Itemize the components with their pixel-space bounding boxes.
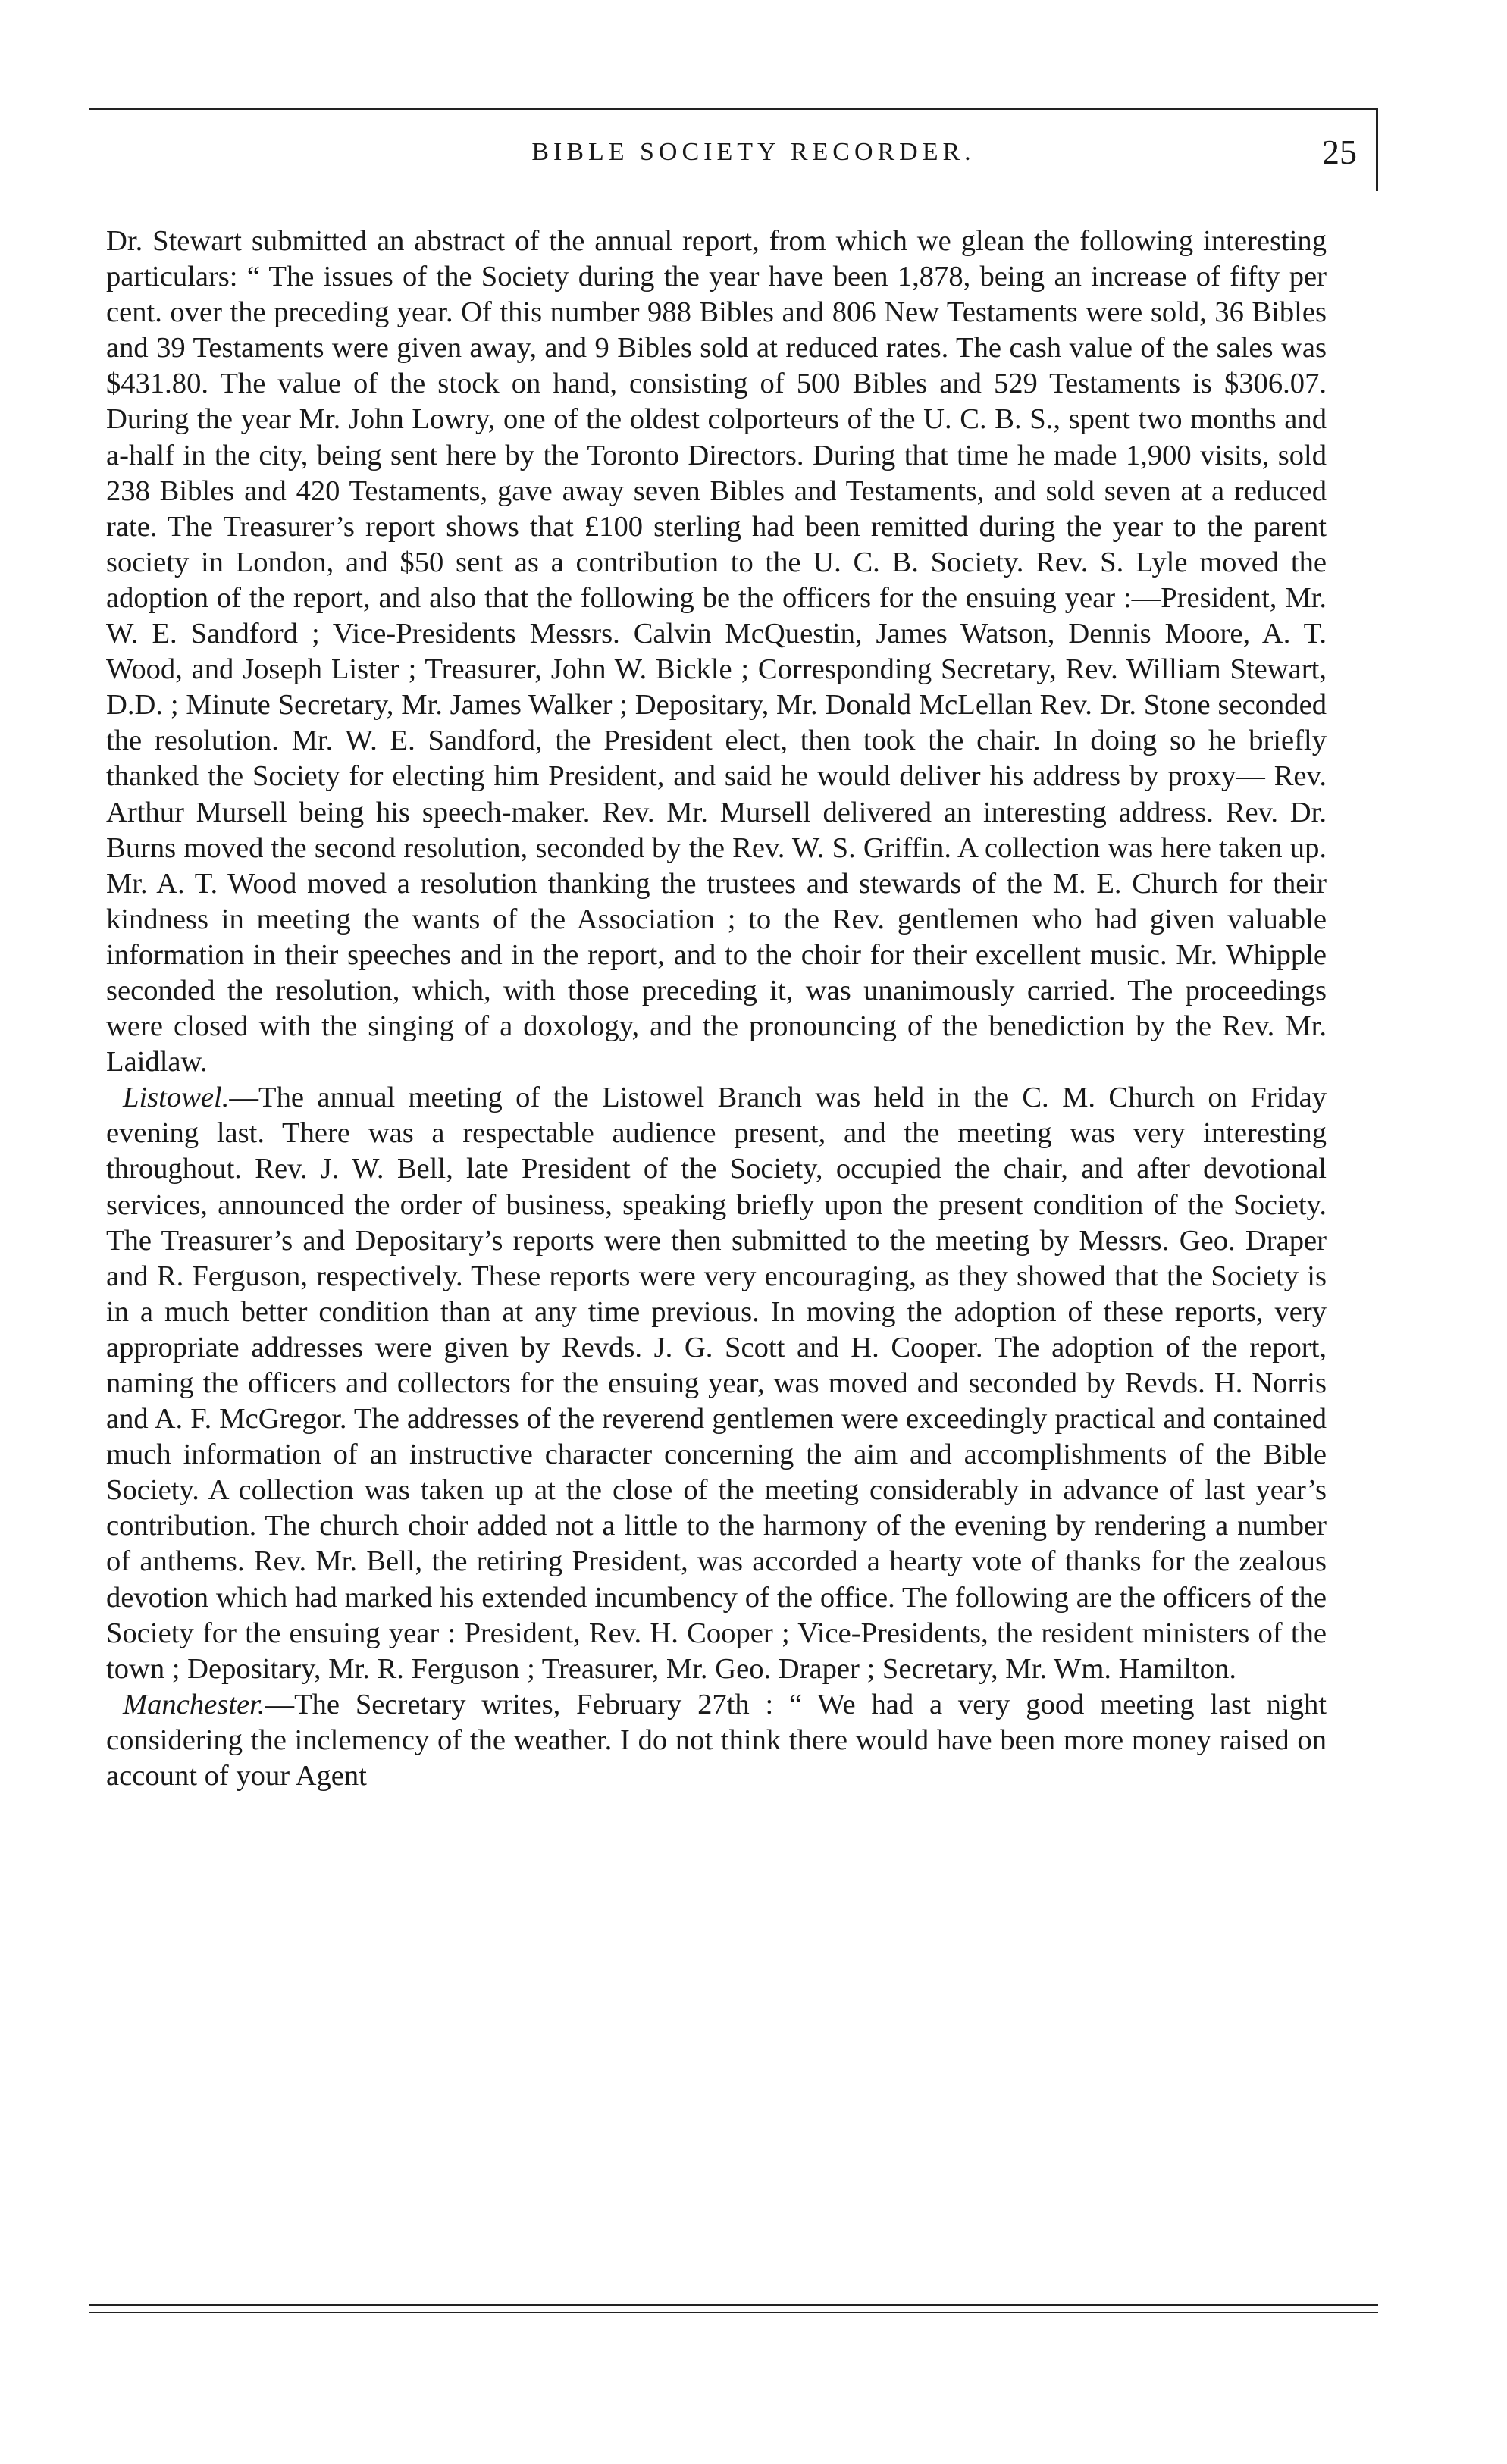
bottom-rule <box>89 2304 1378 2306</box>
paragraph-annual-report <box>106 224 1327 1080</box>
paragraph-manchester <box>106 1687 1327 1794</box>
top-rule <box>89 108 1378 110</box>
paragraph-body: —The Secretary writes, February 27th : “ We had a very good meeting last night considering the inclemency of the weather. I do not think there would have been more money raised on account of your Agent <box>106 1688 1327 1792</box>
paragraph-lead: Manchester. <box>123 1688 265 1720</box>
paragraph-body: —The annual meeting of the Listowel Branch was held in the C. M. Church on Friday evening last. There was a respectable audience present, and the meeting was very interesting throughout. Rev. J. W. Bell, late President of the Society, occupied the chair, and after devotional services, announced the order of business, speaking briefly upon the present condition of the Society. The Treasurer’s and Depositary’s reports were then submitted to the meeting by Messrs. Geo. Draper and R. Ferguson, respectively. These reports were very encouraging, as they showed that the Society is in a much better condition than at any time previous. In moving the adoption of these reports, very appropriate addresses were given by Revds. J. G. Scott and H. Cooper. The adoption of the report, naming the officers and collectors for the ensuing year, was moved and seconded by Revds. H. Norris and A. F. McGregor. The addresses of the reverend gentlemen were exceedingly practical and contained much information of an instructive character concerning the aim and accomplishments of the Bible Society. A collection was taken up at the close of the meeting considerably in advance of last year’s contribution. The church choir added not a little to the harmony of the evening by rendering a number of anthems. Rev. Mr. Bell, the retiring President, was accorded a hearty vote of thanks for the zealous devotion which had marked his extended incumbency of the office. The following are the officers of the Society for the ensuing year : President, Rev. H. Cooper ; Vice-Presidents, the resident ministers of the town ; Depositary, Mr. R. Ferguson ; Treasurer, Mr. Geo. Draper ; Secretary, Mr. Wm. Hamilton. <box>106 1082 1327 1685</box>
paragraph-lead: Listowel. <box>123 1082 230 1114</box>
bottom-rule-secondary <box>89 2312 1378 2313</box>
text-column <box>106 224 1327 1794</box>
page-number: 25 <box>1322 133 1357 171</box>
paragraph-listowel <box>106 1080 1327 1687</box>
running-head <box>0 135 1507 180</box>
running-title: BIBLE SOCIETY RECORDER. <box>531 138 976 166</box>
paragraph-body: Dr. Stewart submitted an abstract of the annual report, from which we glean the following interesting particulars: “ The issues of the Society during the year have been 1,878, being an increase of fifty per cent. over the preceding year. Of this number 988 Bibles and 806 New Testaments were sold, 36 Bibles and 39 Testaments were given away, and 9 Bibles sold at reduced rates. The cash value of the sales was $431.80. The value of the stock on hand, consisting of 500 Bibles and 529 Testaments is $306.07. During the year Mr. John Lowry, one of the oldest colporteurs of the U. C. B. S., spent two months and a-half in the city, being sent here by the Toronto Directors. During that time he made 1,900 visits, sold 238 Bibles and 420 Testaments, gave away seven Bibles and Testaments, and sold seven at a reduced rate. The Treasurer’s report shows that £100 sterling had been remitted during the year to the parent society in London, and $50 sent as a contribution to the U. C. B. Society. Rev. S. Lyle moved the adoption of the report, and also that the following be the officers for the ensuing year :—President, Mr. W. E. Sandford ; Vice-Presidents Messrs. Calvin McQuestin, James Watson, Dennis Moore, A. T. Wood, and Joseph Lister ; Treasurer, John W. Bickle ; Corresponding Secretary, Rev. William Stewart, D.D. ; Minute Secretary, Mr. James Walker ; Depositary, Mr. Donald McLellan Rev. Dr. Stone seconded the resolution. Mr. W. E. Sandford, the President elect, then took the chair. In doing so he briefly thanked the Society for electing him President, and said he would deliver his address by proxy— Rev. Arthur Mursell being his speech-maker. Rev. Mr. Mursell delivered an interesting address. Rev. Dr. Burns moved the second resolution, seconded by the Rev. W. S. Griffin. A collection was here taken up. Mr. A. T. Wood moved a resolution thanking the trustees and stewards of the M. E. Church for their kindness in meeting the wants of the Association ; to the Rev. gentlemen who had given valuable information in their speeches and in the report, and to the choir for their excellent music. Mr. Whipple seconded the resolution, which, with those preceding it, was unanimously carried. The proceedings were closed with the singing of a doxology, and the pronouncing of the benediction by the Rev. Mr. Laidlaw. <box>106 225 1327 1079</box>
